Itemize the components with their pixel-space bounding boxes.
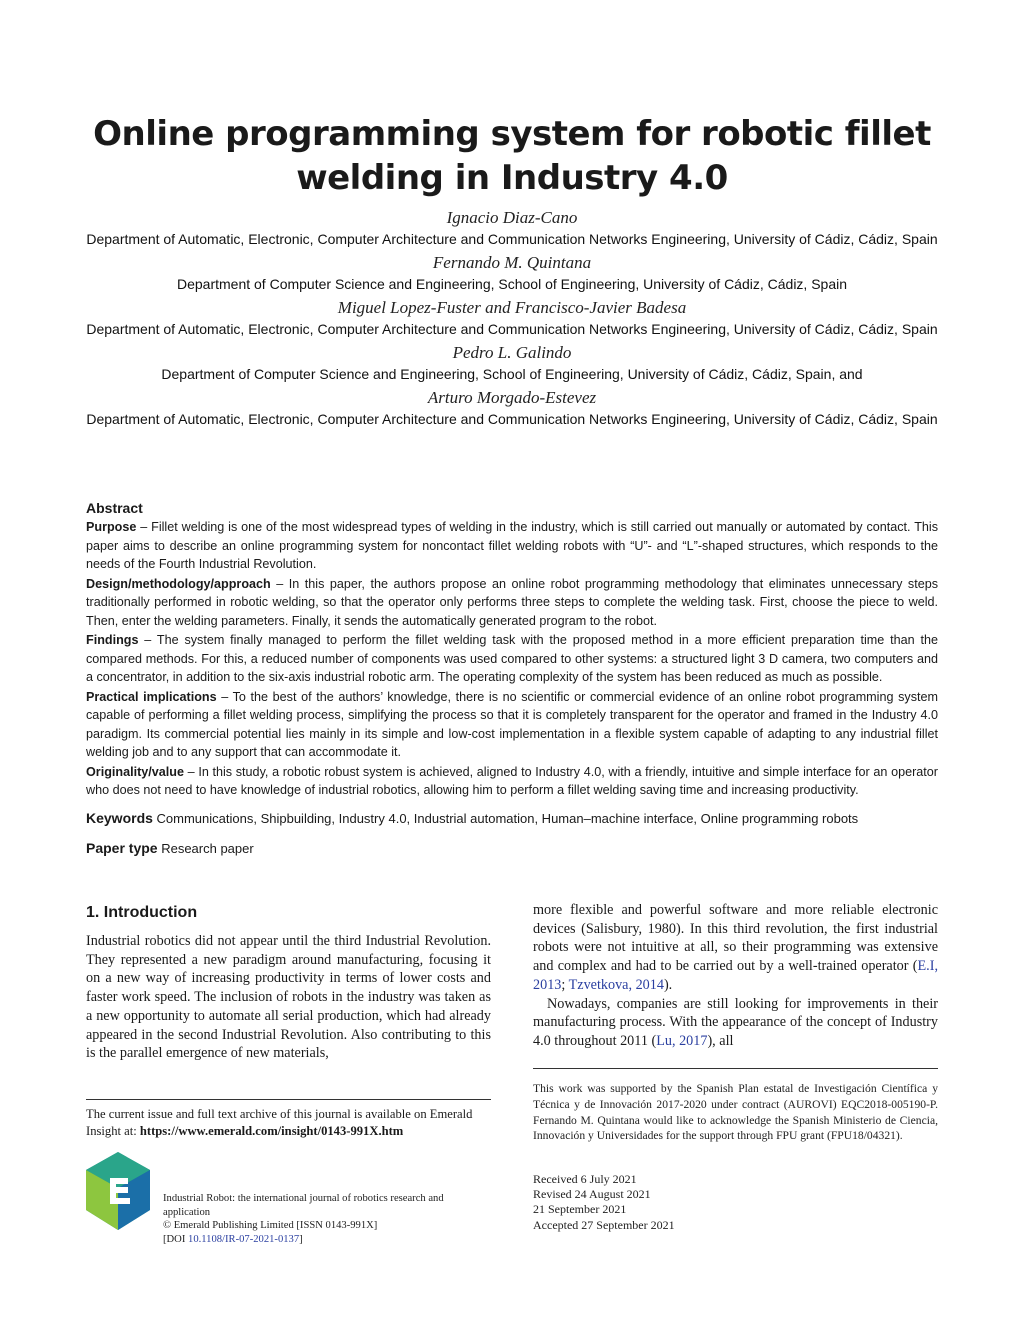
abstract-label: Findings [86,633,139,647]
paragraph-text: Nowadays, companies are still looking for improvements in their manufacturing process. With the appearance of the concept of Industry 4.0 throughout 2011 ( [533,995,938,1049]
paper-title: Online programming system for robotic fillet welding in Industry 4.0 [93,114,931,198]
abstract-text: – To the best of the authors’ knowledge, there is no scientific or commercial evidence of an online robot programming system capable of performing a fillet welding process, simplifying the process so that it is completely transparent for the operator and framed in the Industry 4.0 paradigm. Its commercial potential lies mainly in its simple and low-cost implementation in a flexible system capable of adapting to any industrial fillet welding job and to any support that can accommodate it. [86,689,938,759]
journal-doi [163,1233,493,1247]
section-heading: 1. Introduction [86,904,198,921]
divider [86,1099,491,1100]
paragraph-text: more flexible and powerful software and more reliable electronic devices (Salisbury, 1980). In this third revolution, the first industrial robots were not intuitive at all, so their programming was extensive and complex and had to be carried out by a well-trained operator ( [533,902,938,975]
author-name: Ignacio Diaz-Cano [446,208,578,227]
paragraph-text: ), all [707,1032,734,1049]
abstract-label: Originality/value [86,764,184,779]
submission-dates [533,1172,938,1233]
paper-type-label: Paper type [86,839,158,856]
citation-separator: ; [561,976,569,993]
date-revised-2: 21 September 2021 [533,1202,627,1217]
abstract-heading: Abstract [86,500,143,516]
journal-info [163,1192,493,1246]
archive-notice [86,1106,491,1140]
doi-prefix: [DOI [163,1233,189,1245]
paper-type [86,838,938,859]
abstract-originality [86,763,938,800]
keywords [86,808,938,829]
paragraph-text: ). [663,976,673,993]
abstract-practical [86,688,938,762]
date-revised: Revised 24 August 2021 [533,1187,651,1202]
abstract-label: Purpose [86,520,137,534]
author-affiliation: Department of Computer Science and Engineering, School of Engineering, University of Cádiz, Cádiz, Spain [176,276,848,292]
paper-type-text: Research paper [157,840,254,856]
author-affiliation: Department of Computer Science and Engineering, School of Engineering, University of Cádiz, Cádiz, Spain, and [161,366,863,382]
intro-paragraph [533,901,938,995]
author-name: Arturo Morgado-Estevez [427,388,597,407]
intro-paragraph [533,995,938,1051]
citation-link[interactable]: E.I, 2013 [533,958,938,993]
citation-link[interactable]: Lu, 2017 [656,1032,708,1049]
abstract [86,498,938,859]
emerald-logo-icon [86,1152,150,1230]
abstract-label: Practical implications [86,689,217,704]
date-accepted: Accepted 27 September 2021 [533,1217,675,1232]
journal-publisher: © Emerald Publishing Limited [ISSN 0143-991X] [163,1220,378,1232]
intro-right-column [533,901,938,1051]
divider [533,1068,938,1069]
intro-paragraph: Industrial robotics did not appear until the third Industrial Revolution. They represented a new paradigm around manufacturing, focusing it on a new way of increasing productivity in terms of lower costs and faster work speed. The inclusion of robots in the industry was taken as a new opportunity to automate all serial production, which had already appeared in the second Industrial Revolution. Also contributing to this is the parallel emergence of new materials, [86,933,491,1062]
abstract-text: – In this paper, the authors propose an online robot programming methodology that eliminates unnecessary steps traditionally performed in robotic welding, so that the operator only performs three steps to complete the welding task. First, choose the piece to weld. Then, enter the welding parameters. Finally, it sends the automatically generated program to the robot. [86,576,938,628]
author-affiliation: Department of Automatic, Electronic, Computer Architecture and Communication Networks Engineering, University of Cádiz, Cádiz, Spain [86,411,938,427]
archive-url[interactable]: https://www.emerald.com/insight/0143-991X.htm [139,1124,404,1138]
intro-left-column [86,902,491,1063]
abstract-findings [86,631,938,687]
author-affiliation: Department of Automatic, Electronic, Computer Architecture and Communication Networks Engineering, University of Cádiz, Cádiz, Spain [86,231,938,247]
author-name: Miguel Lopez-Fuster and Francisco-Javier Badesa [337,298,687,317]
archive-text: The current issue and full text archive of this journal is available on Emerald Insight at: [86,1107,473,1138]
funding-note: This work was supported by the Spanish Plan estatal de Investigación Científica y Técnica y de Innovación 2017-2020 under contract (AUROVI) EQC2018-005190-P. Fernando M. Quintana would like to acknowledge the Spanish Ministerio de Ciencia, Innovación y Universidades for the support through FPU grant (FPU18/04321). [533,1082,938,1143]
author-list [50,206,974,431]
author-name: Fernando M. Quintana [432,253,592,272]
doi-link[interactable]: 10.1108/IR-07-2021-0137 [188,1233,300,1245]
abstract-label: Design/methodology/approach [86,576,271,591]
abstract-text: – Fillet welding is one of the most widespread types of welding in the industry, which is still carried out manually or automated by contact. This paper aims to describe an online programming system for noncontact fillet welding robots with “U”- and “L”-shaped structures, which responds to the needs of the Fourth Industrial Revolution. [86,520,938,571]
doi-suffix: ] [299,1233,303,1245]
abstract-design [86,575,938,631]
abstract-text: – In this study, a robotic robust system is achieved, aligned to Industry 4.0, with a friendly, intuitive and simple interface for an operator who does not need to have knowledge of industrial robotics, allowing him to perform a fillet welding saving time and increasing productivity. [86,764,938,797]
keywords-text: Communications, Shipbuilding, Industry 4.0, Industrial automation, Human–machine interface, Online programming robots [152,810,859,826]
journal-name: Industrial Robot: the international journal of robotics research and application [163,1193,444,1218]
citation-link[interactable]: Tzvetkova, 2014 [568,976,664,993]
date-received: Received 6 July 2021 [533,1172,637,1186]
author-name: Pedro L. Galindo [452,343,572,362]
keywords-label: Keywords [86,809,153,826]
abstract-purpose [86,518,938,574]
author-affiliation: Department of Automatic, Electronic, Computer Architecture and Communication Networks Engineering, University of Cádiz, Cádiz, Spain [86,321,938,337]
abstract-text: – The system finally managed to perform the fillet welding task with the proposed method in a more efficient preparation time than the compared methods. For this, a reduced number of components was used compared to other systems: a structured light 3 D camera, two computers and a concentrator, in addition to the six-axis industrial robotic arm. The operating complexity of the system has been reduced as much as possible. [86,633,938,684]
